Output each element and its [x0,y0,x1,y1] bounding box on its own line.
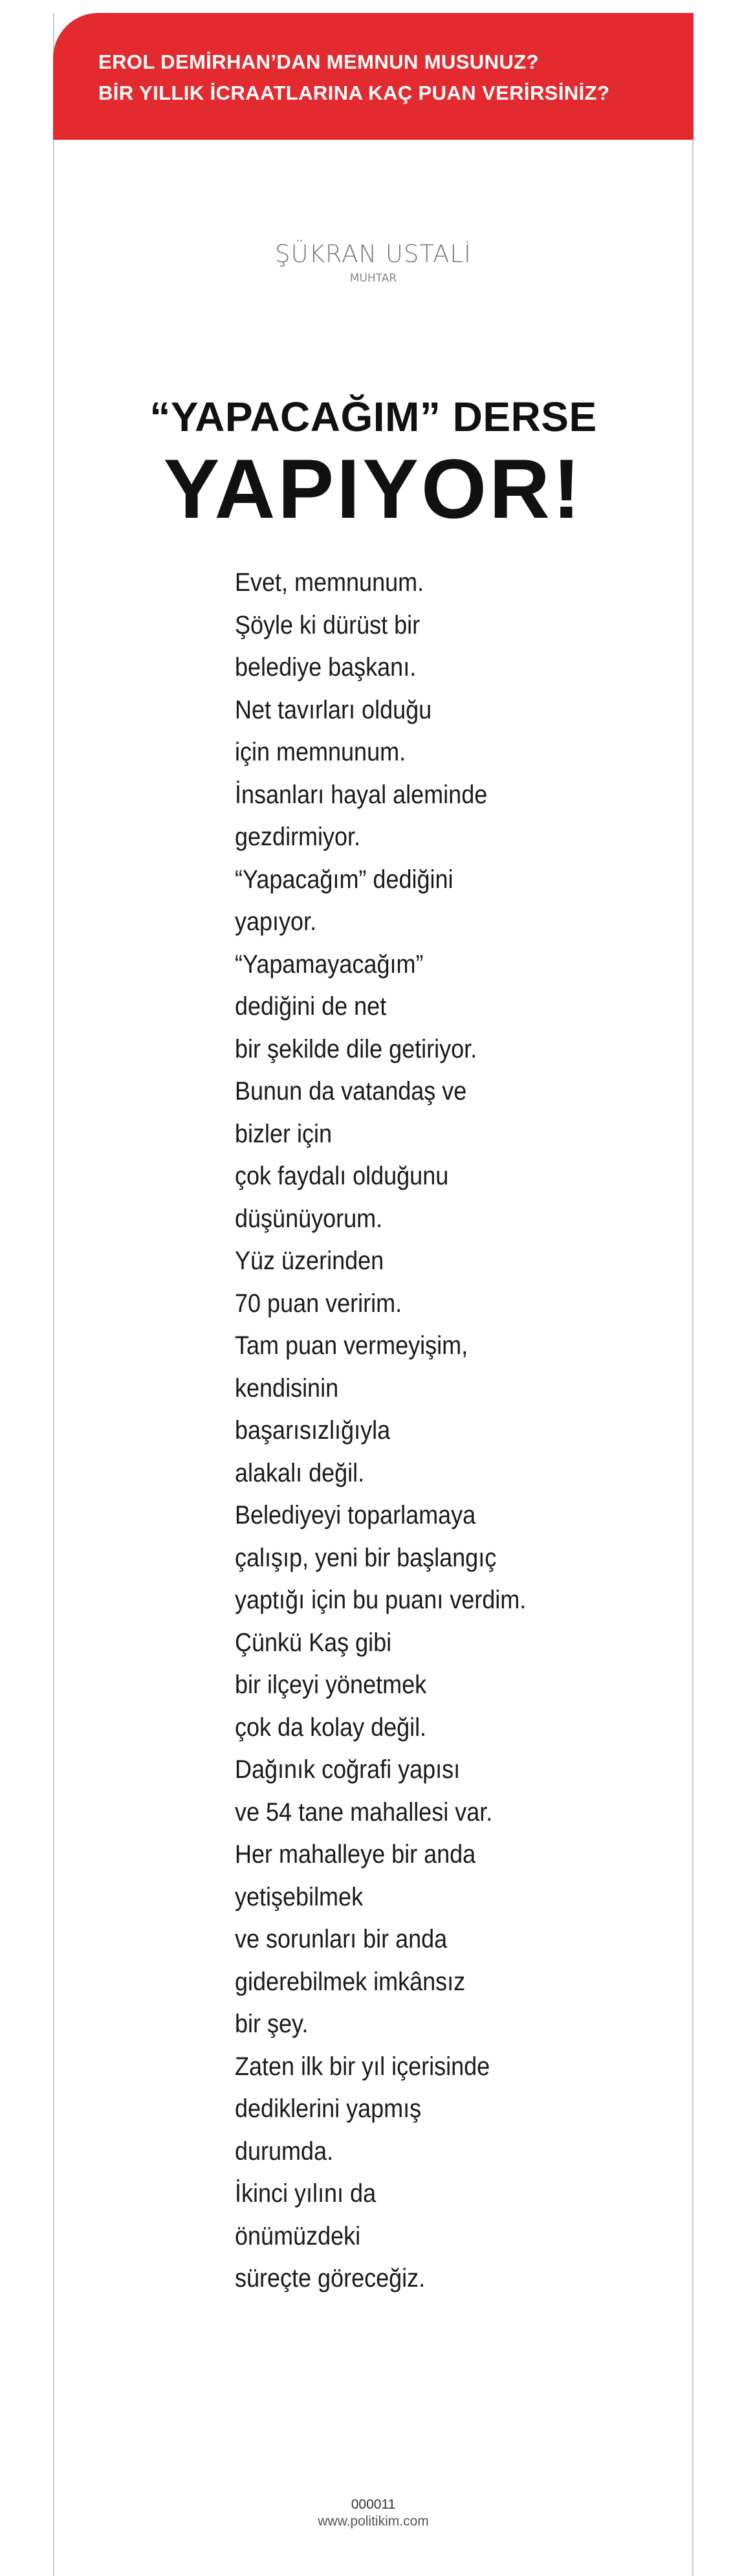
answer-line: bizler için [235,1119,333,1148]
answer-line: Evet, memnunum. [235,568,424,597]
answer-line: çok faydalı olduğunu [235,1162,449,1190]
answer-line: İnsanları hayal aleminde [235,780,488,809]
page-code: 000011 [351,2497,396,2512]
respondent-name: ŞÜKRAN USTALİ [275,240,472,268]
answer-line: 70 puan veririm. [235,1289,402,1318]
answer-line: yetişebilmek [235,1882,364,1911]
answer-line: gezdirmiyor. [235,823,361,851]
website-url: www.politikim.com [318,2514,429,2529]
answer-line: başarısızlığıyla [235,1416,391,1445]
respondent-info [53,239,694,286]
answer-line: “Yapamayacağım” [235,949,424,979]
answer-line: yapıyor. [235,907,317,936]
answer-line: Zaten ilk bir yıl içerisinde [235,2052,490,2081]
answer-line: Yüz üzerinden [235,1247,384,1275]
answer-line: Tam puan vermeyişim, [235,1331,468,1360]
answer-line: ve 54 tane mahallesi var. [235,1797,493,1827]
answer-line: ve sorunları bir anda [235,1925,448,1953]
banner-question-line-2: BİR YILLIK İCRAATLARINA KAÇ PUAN VERİRSİNİZ? [98,82,610,104]
answer-line: bir şekilde dile getiriyor. [235,1034,477,1063]
banner-question-line-1: EROL DEMİRHAN’DAN MEMNUN MUSUNUZ? [98,50,539,73]
answer-line: dediklerini yapmış [235,2094,422,2123]
footer [53,2496,694,2530]
answer-line: bir ilçeyi yönetmek [235,1671,427,1699]
answer-line: çok da kolay değil. [235,1713,427,1742]
answer-line: kendisinin [235,1373,339,1403]
answer-line: Çünkü Kaş gibi [235,1628,392,1657]
answer-line: durumda. [235,2137,334,2166]
answer-line: İkinci yılını da [235,2179,377,2208]
answer-line: için memnunum. [235,738,406,766]
answer-line: süreçte göreceğiz. [235,2264,426,2293]
answer-line: giderebilmek imkânsız [235,1967,466,1996]
answer-line: önümüzdeki [235,2221,361,2250]
answer-line: dediğini de net [235,992,387,1021]
headline [53,394,694,536]
answer-line: Bunun da vatandaş ve [235,1077,467,1105]
answer-line: Dağınık coğrafi yapısı [235,1755,461,1784]
answer-line: alakalı değil. [235,1458,365,1487]
respondent-role: MUHTAR [349,272,397,285]
answer-line: Şöyle ki dürüst bir [235,610,421,639]
headline-main: YAPIYOR! [163,441,584,536]
answer-line: çalışıp, yeni bir başlangıç [235,1543,497,1572]
answer-line: “Yapacağım” dediğini [235,865,454,894]
answer-line: Net tavırları olduğu [235,695,432,724]
answer-line: yaptığı için bu puanı verdim. [235,1586,527,1614]
answer-line: düşünüyorum. [235,1204,383,1233]
headline-top: “YAPACAĞIM” DERSE [149,394,597,440]
answer-line: Her mahalleye bir anda [235,1840,476,1869]
answer-line: bir şey. [235,2010,309,2038]
interview-answer [235,562,597,2300]
question-banner [53,13,694,140]
answer-line: Belediyeyi toparlamaya [235,1501,476,1529]
answer-line: belediye başkanı. [235,653,417,682]
